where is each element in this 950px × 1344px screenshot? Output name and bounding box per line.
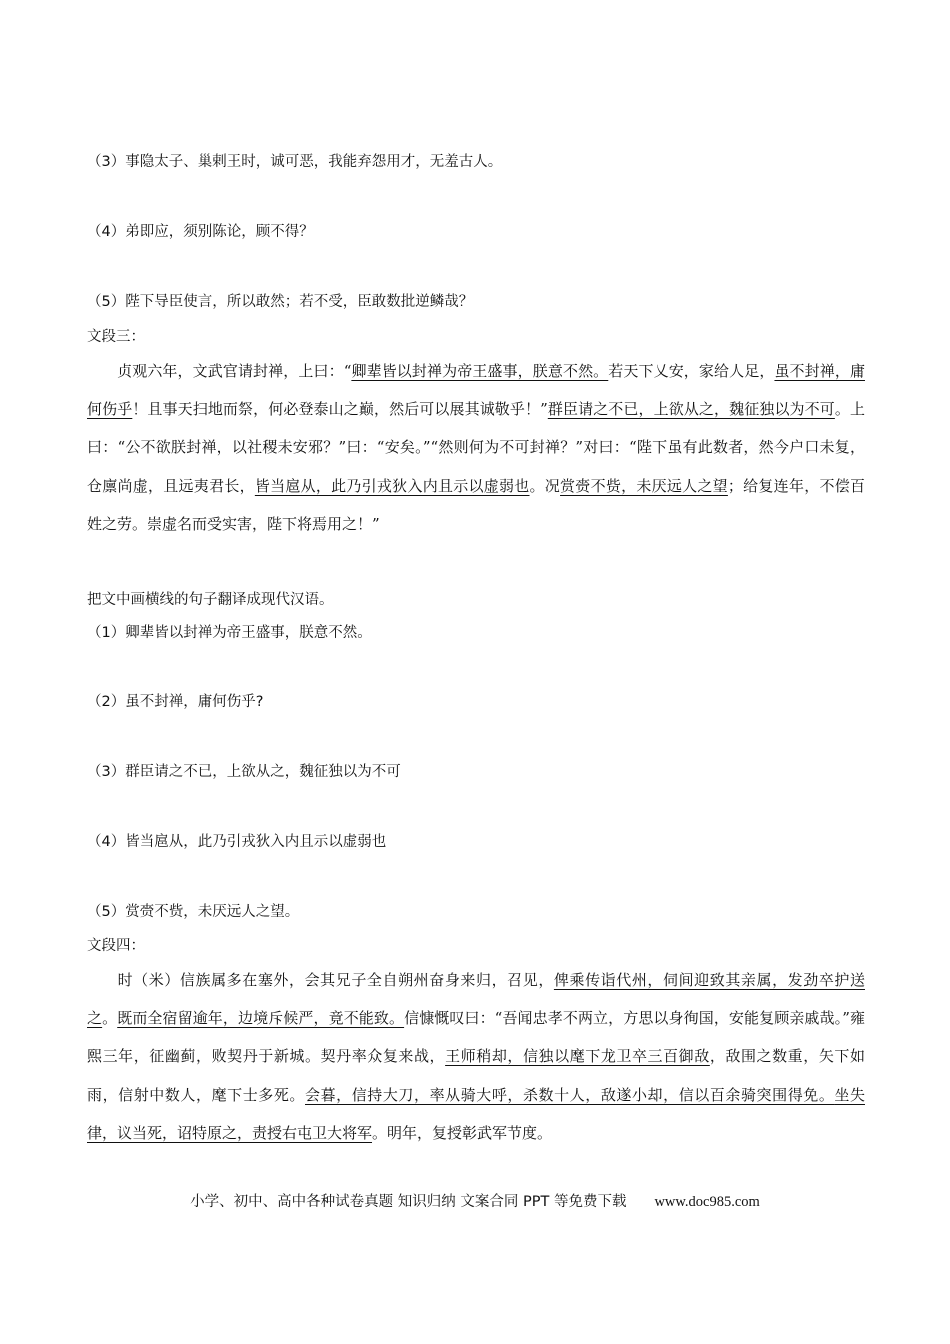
passage-section4 <box>87 961 865 1152</box>
section-heading: 文段四： <box>87 938 145 954</box>
question-item: （4）皆当扈从，此乃引戎狄入内且示以虚弱也 <box>87 834 387 850</box>
passage-text: 时（米）信族属多在塞外，会其兄子全自朔州奋身来归，召见， <box>117 971 554 989</box>
underlined-sentence: 俾乘传诣代州，伺间迎致其亲属，发劲卒护送之 <box>87 971 865 1028</box>
underlined-sentence: 群臣请之不已，上欲从之，魏征独以为不可 <box>547 400 835 419</box>
passage-text: ，敌围之数重，矢下如雨，信射中数人，麾下士多死。 <box>87 1047 865 1104</box>
passage-text: ；给复连年，不偿百姓之劳。崇虚名而受实害，陛下将焉用之！” <box>87 476 865 533</box>
passage-text: ！且事天扫地而祭，何必登泰山之巅，然后可以展其诚敬乎！” <box>132 400 548 419</box>
underlined-sentence: 赏赍不赀，未厌远人之望 <box>560 476 728 495</box>
underlined-sentence: 会暮，信持大刀，率从骑大呼，杀数十人，敌遂小却，信以百余骑突围得免。 <box>305 1085 835 1104</box>
question-item: （4）弟即应，须别陈论，顾不得？ <box>87 224 314 240</box>
question-item: （2）虽不封禅，庸何伤乎? <box>87 694 264 710</box>
section-heading: 文段三： <box>87 329 145 345</box>
underlined-sentence: 坐失律，议当死，诏特原之，责授右屯卫大将军 <box>87 1085 865 1142</box>
underlined-sentence: 皆当扈从，此乃引戎狄入内且示以虚弱也 <box>254 476 530 495</box>
underlined-sentence: 虽不封禅，庸何伤乎 <box>87 362 865 419</box>
passage-text: 。 <box>102 1009 118 1028</box>
underlined-sentence: 既而全宿留逾年，边境斥候严，竟不能致。 <box>117 1009 405 1028</box>
question-item: （5）赏赍不赀，未厌远人之望。 <box>87 904 300 920</box>
passage-section3 <box>87 352 865 543</box>
question-item: （3）事隐太子、巢剌王时，诚可恶，我能弃怨用才，无羞古人。 <box>87 154 503 170</box>
page-footer <box>0 1191 950 1213</box>
underlined-sentence: 卿辈皆以封禅为帝王盛事，朕意不然。 <box>351 362 609 380</box>
passage-text: 若天下乂安，家给人足， <box>608 362 775 380</box>
footer-text: 小学、初中、高中各种试卷真题 知识归纳 文案合同 PPT 等免费下载 <box>190 1194 627 1210</box>
underlined-sentence: 王师稍却，信独以麾下龙卫卒三百御敌 <box>445 1047 710 1066</box>
passage-text: 贞观六年，文武官请封禅，上曰：“ <box>117 362 352 380</box>
question-item: （5）陛下导臣使言，所以敢然；若不受，臣敢数批逆鳞哉？ <box>87 294 474 310</box>
instruction: 把文中画横线的句子翻译成现代汉语。 <box>87 592 334 608</box>
question-item: （3）群臣请之不已，上欲从之，魏征独以为不可 <box>87 764 401 780</box>
passage-text: 。况 <box>529 476 561 495</box>
footer-site-link[interactable]: www.doc985.com <box>654 1194 760 1210</box>
passage-text: 信慷慨叹曰：“吾闻忠孝不两立，方思以身徇国，安能复顾亲戚哉。”雍熙三年，征幽蓟，败契丹于新城。契丹率众复来战， <box>87 1009 865 1066</box>
question-item: （1）卿辈皆以封禅为帝王盛事，朕意不然。 <box>87 625 372 641</box>
passage-text: 。上曰：“公不欲朕封禅，以社稷未安邪？”曰：“安矣。”“然则何为不可封禅？”对曰：“陛下虽有此数者，然今户口未复，仓廪尚虚，且远夷君长， <box>87 400 865 495</box>
passage-text: 。明年，复授彰武军节度。 <box>372 1123 553 1142</box>
